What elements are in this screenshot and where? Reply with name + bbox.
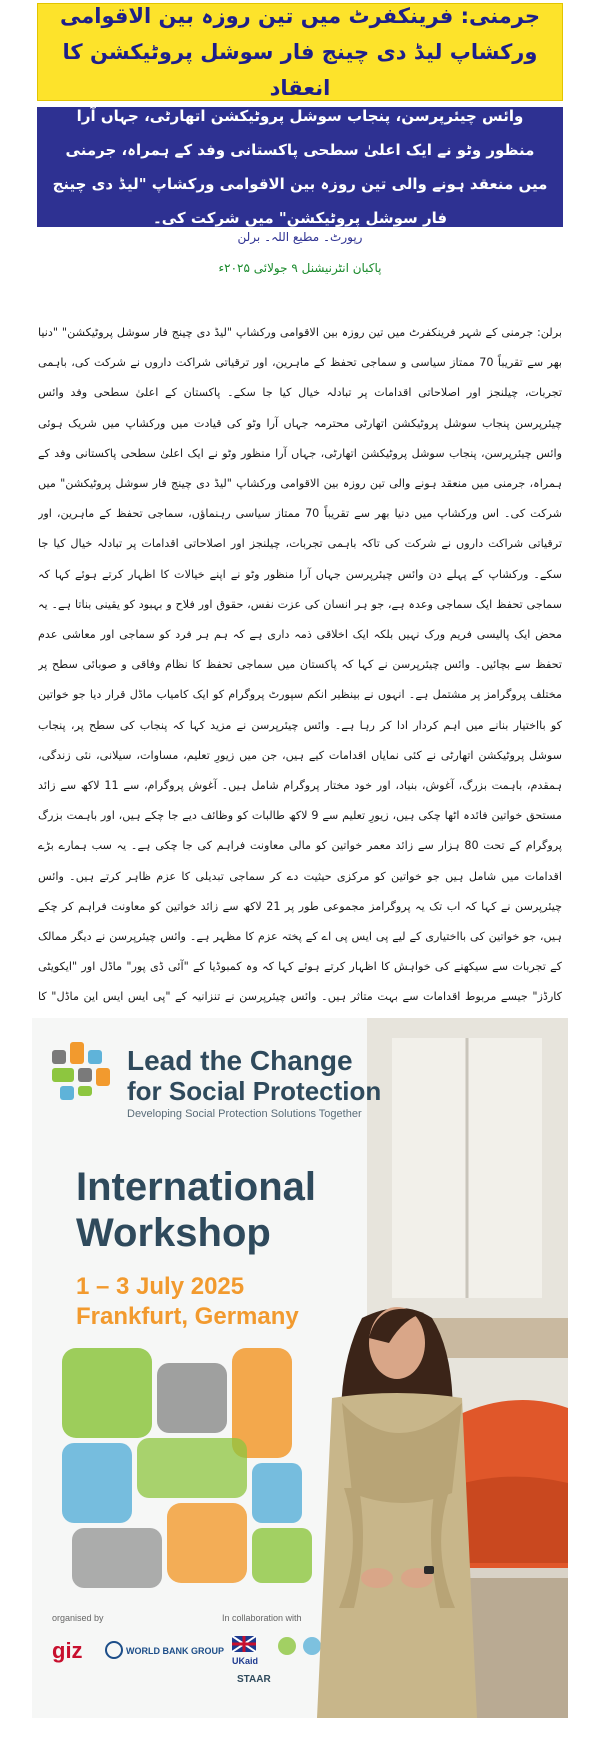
banner-title-line2: for Social Protection (127, 1076, 382, 1106)
summary-text: وائس چیئرپرسن، پنجاب سوشل پروٹیکشن اتھارٹی، جہاں آرا منظور وٹو نے ایک اعلیٰ سطحی پاکستانی وفد کے ہمراہ، جرمنی میں منعقد ہونے والی تین روزہ بین الاقوامی ورکشاپ "لیڈ دی چینج فار سوشل پروٹیکشن" میں شرکت کی۔ (52, 107, 548, 227)
banner-title-line1: Lead the Change (127, 1045, 353, 1076)
event-photo (32, 1018, 568, 1718)
banner-collaboration: In collaboration with (222, 1613, 302, 1623)
byline: رپورٹ۔ مطیع اللہ۔ برلن (237, 230, 363, 244)
summary-box (37, 107, 563, 227)
logo-giz: giz (52, 1638, 83, 1663)
headline-banner (37, 3, 563, 101)
banner-subtitle: Developing Social Protection Solutions Together (127, 1108, 362, 1120)
banner-location: Frankfurt, Germany (76, 1303, 299, 1330)
banner-date: 1 – 3 July 2025 (76, 1273, 245, 1300)
logo-ukaid: UKaid (232, 1656, 259, 1666)
logo-staar: STAAR (237, 1674, 271, 1685)
banner-organised-by: organised by (52, 1613, 104, 1623)
logo-world-bank: WORLD BANK GROUP (126, 1646, 224, 1656)
article-paragraph: برلن: جرمنی کے شہر فرینکفرٹ میں تین روزہ بین الاقوامی ورکشاپ "لیڈ دی چینج فار سوشل پروٹیکشن" "دنیا بھر سے تقریباً 70 ممتاز سیاسی و سماجی تحفظ کے ماہرین، اور ترقیاتی شراکت داروں نے شرکت کی، باہمی تجربات، چیلنجز اور اصلاحاتی اقدامات پر تبادلہ خیال کیا جا سکے۔ پاکستان کے اعلیٰ سطحی وفد وائس چیئرپرسن پنجاب سوشل پروٹیکشن اتھارٹی محترمہ جہاں آرا وٹو کی قیادت میں ورکشاپ میں شریک ہوئی وائس چیئرپرسن، پنجاب سوشل پروٹیکشن اتھارٹی، جہاں آرا منظور وٹو نے ایک اعلیٰ سطحی پاکستانی وفد کے ہمراہ، جرمنی میں منعقد ہونے والی تین روزہ بین الاقوامی ورکشاپ "لیڈ دی چینج فار سوشل پروٹیکشن" میں شرکت کی۔ اس ورکشاپ میں دنیا بھر سے تقریباً 70 ممتاز سیاسی رہنماؤں، سماجی تحفظ کے ماہرین، اور ترقیاتی شراکت داروں نے شرکت کی تاکہ باہمی تجربات، چیلنجز اور اصلاحاتی اقدامات پر تبادلہ خیال کیا جا سکے۔ ورکشاپ کے پہلے دن وائس چیئرپرسن جہاں آرا منظور وٹو نے اپنے خیالات کا اظہار کرتے ہوئے کہا کہ سماجی تحفظ ایک سماجی وعدہ ہے، جو ہر انسان کی عزت نفس، حقوق اور فلاح و بہبود کو یقینی بناتا ہے۔ یہ محض ایک پالیسی فریم ورک نہیں بلکہ ایک اخلاقی ذمہ داری ہے کہ ہم ہر فرد کو سماجی اور معاشی عدم تحفظ سے بچائیں۔ وائس چیئرپرسن نے کہا کہ پاکستان میں سماجی تحفظ کا نظام وفاقی و صوبائی سطح پر مختلف پروگرامز پر مشتمل ہے۔ انہوں نے بینظیر انکم سپورٹ پروگرام کو ایک کامیاب ماڈل قرار دیا جو خواتین کو بااختیار بنانے میں اہم کردار ادا کر رہا ہے۔ وائس چیئرپرسن نے مزید کہا کہ پنجاب کی سطح پر، پنجاب سوشل پروٹیکشن اتھارٹی نے کئی نمایاں اقدامات کیے ہیں، جن میں زیورِ تعلیم، مساوات، سیلانی، نئی زندگی، ہمقدم، باہمت بزرگ، آغوش، بنیاد، اور خود مختار پروگرام شامل ہیں۔ آغوش پروگرام، سے 11 لاکھ سے زائد مستحق خواتین فائدہ اٹھا چکی ہیں، زیورِ تعلیم سے 9 لاکھ طالبات کو وظائف دیے جا چکے ہیں، اور باہمت بزرگ پروگرام کے تحت 80 ہزار سے زائد معمر خواتین کو مالی معاونت فراہم کی جا چکی ہے۔ یہ سب ہمارے بڑے اقدامات میں شامل ہیں جو خواتین کو مرکزی حیثیت دے کر سماجی تبدیلی کا عزم ظاہر کرتے ہیں۔ وائس چیئرپرسن نے کہا کہ اب تک یہ پروگرامز مجموعی طور پر 21 لاکھ سے زائد خواتین کو معاونت فراہم کر چکے ہیں، جو خواتین کی بااختیاری کے لیے پی ایس پی اے کے پختہ عزم کا مظہر ہے۔ وائس چیئرپرسن نے دیگر ممالک کے تجربات سے سیکھنے کی خواہش کا اظہار کرتے ہوئے کہا کہ وہ کمبوڈیا کے "آئی ڈی پور" ماڈل اور "ایکویٹی کارڈز" جیسے مربوط اقدامات سے بہت متاثر ہیں۔ وائس چیئرپرسن نے تنزانیہ کے "پی ایس ایس این ماڈل" کا (38, 326, 562, 1004)
dateline: پاکبان انٹرنیشنل ۹ جولائی ۲۰۲۵ء (218, 261, 382, 275)
banner-event-line2: Workshop (76, 1211, 271, 1255)
headline-text: جرمنی: فرینکفرٹ میں تین روزہ بین الاقوامی ورکشاپ لیڈ دی چینج فار سوشل پروٹیکشن کا انعقاد (60, 4, 540, 100)
banner-graphic (62, 1348, 312, 1588)
article-body (38, 318, 562, 1008)
banner-event-line1: International (76, 1165, 317, 1209)
